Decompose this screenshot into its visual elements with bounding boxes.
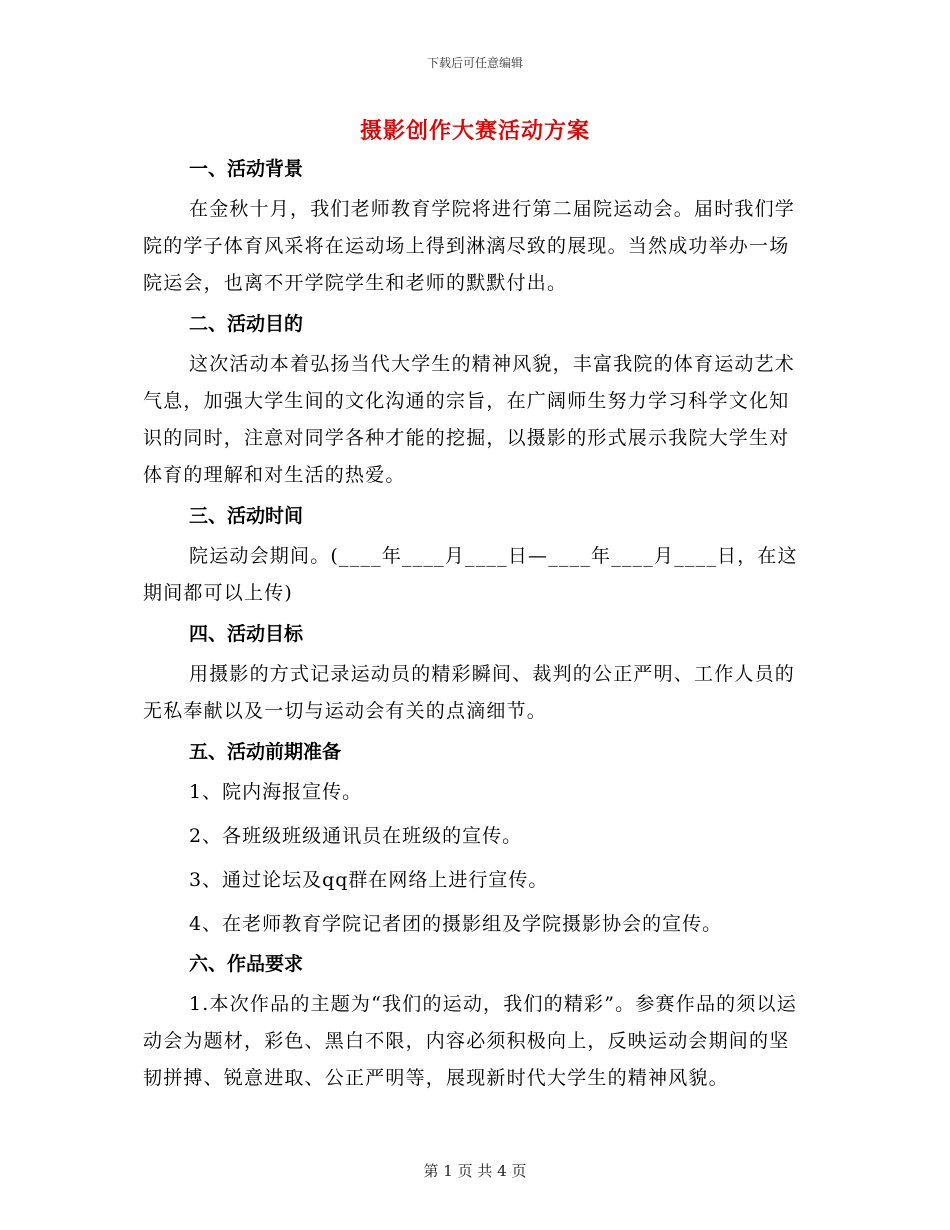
header-note: 下载后可任意编辑 <box>426 56 523 70</box>
page-footer: 第 1 页 共 4 页 <box>423 1162 527 1180</box>
section-heading-requirements: 六、作品要求 <box>189 953 304 975</box>
section-text-purpose: 这次活动本着弘扬当代大学生的精神风貌，丰富我院的体育运动艺术气息，加强大学生间的文化沟通的宗旨，在广阔师生努力学习科学文化知识的同时，注意对同学各种才能的挖掘，以摄影的形式展示我院大学生对体育的理解和对生活的热爱。 <box>143 353 796 486</box>
list-item: 1、院内海报宣传。 <box>189 781 363 803</box>
section-text-background: 在金秋十月，我们老师教育学院将进行第二届院运动会。届时我们学院的学子体育风采将在运动场上得到淋漓尽致的展现。当然成功举办一场院运会，也离不开学院学生和老师的默默付出。 <box>143 198 796 294</box>
section-heading-preparation: 五、活动前期准备 <box>189 741 342 763</box>
document-body <box>143 155 808 1105</box>
section-heading-time: 三、活动时间 <box>189 505 304 527</box>
document-title: 摄影创作大赛活动方案 <box>359 118 590 144</box>
section-heading-background: 一、活动背景 <box>189 158 304 180</box>
section-text-requirements: 1.本次作品的主题为“我们的运动，我们的精彩”。参赛作品的须以运动会为题材，彩色、黑白不限，内容必须积极向上，反映运动会期间的坚韧拼搏、锐意进取、公正严明等，展现新时代大学生的精神风貌。 <box>143 993 797 1089</box>
list-item: 3、通过论坛及qq群在网络上进行宣传。 <box>189 869 549 891</box>
list-item: 4、在老师教育学院记者团的摄影组及学院摄影协会的宣传。 <box>189 913 723 935</box>
section-heading-purpose: 二、活动目的 <box>189 313 304 335</box>
list-item: 2、各班级班级通讯员在班级的宣传。 <box>189 825 523 847</box>
section-text-goal: 用摄影的方式记录运动员的精彩瞬间、裁判的公正严明、工作人员的无私奉献以及一切与运动会有关的点滴细节。 <box>143 663 796 722</box>
section-text-time: 院运动会期间。(____年____月____日—____年____月____日，在这期间都可以上传) <box>143 545 798 604</box>
section-heading-goal: 四、活动目标 <box>189 623 304 645</box>
